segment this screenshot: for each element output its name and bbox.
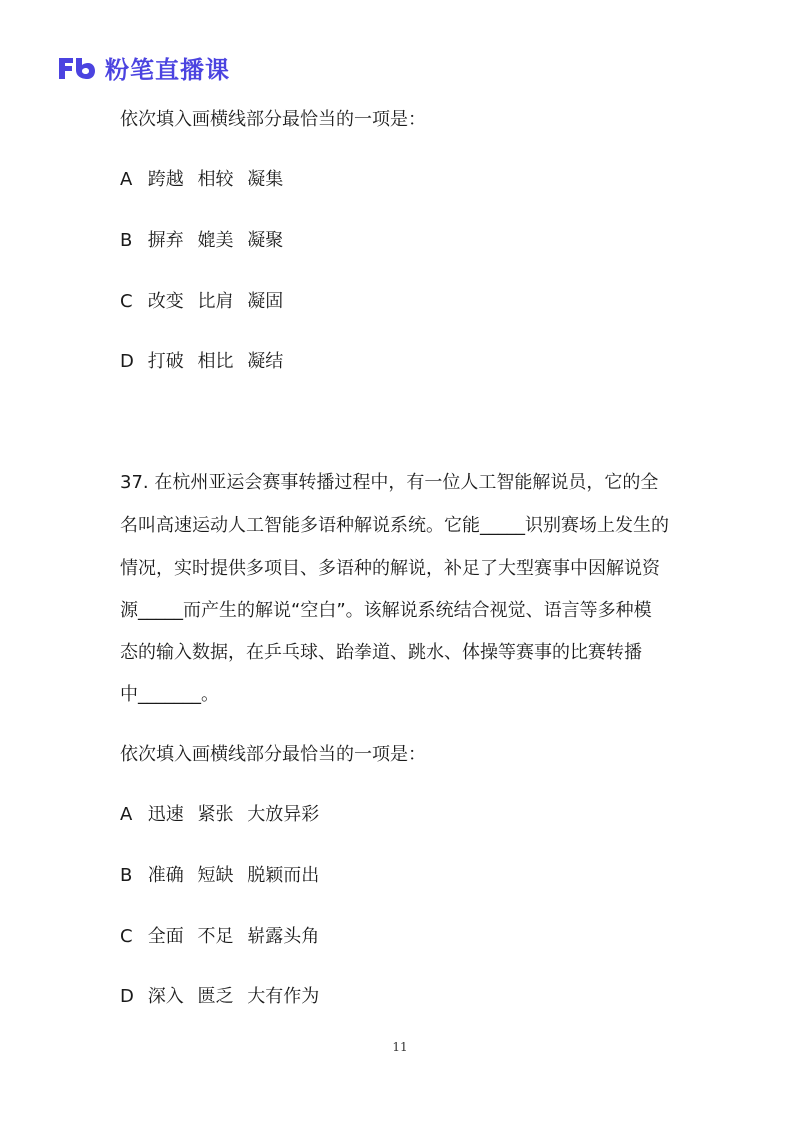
page-number: 11: [392, 1040, 408, 1054]
option-word: 崭露头角: [247, 926, 320, 947]
option-letter: A: [120, 804, 133, 825]
option-letter: C: [120, 926, 133, 947]
header-logo: [57, 50, 230, 85]
option-letter: A: [120, 169, 133, 190]
option-word: 不足: [197, 926, 234, 947]
option-word: 大有作为: [247, 986, 320, 1007]
option-word: 媲美: [197, 230, 234, 251]
brand-name: 粉笔直播课: [105, 56, 230, 84]
q36-option-d: [120, 350, 291, 374]
option-letter: D: [120, 986, 134, 1007]
option-word: 改变: [147, 291, 184, 312]
option-word: 紧张: [197, 804, 234, 825]
q36-option-c: [120, 290, 291, 314]
option-word: 打破: [147, 351, 184, 372]
option-letter: C: [120, 291, 133, 312]
q37-option-c: [120, 925, 327, 949]
option-word: 相较: [197, 169, 234, 190]
option-word: 脱颖而出: [247, 865, 320, 886]
q37-stem-line: 情况，实时提供多项目、多语种的解说，补足了大型赛事中因解说资: [120, 558, 660, 579]
option-word: 准确: [147, 865, 184, 886]
option-word: 迅速: [147, 804, 184, 825]
option-word: 凝聚: [247, 230, 284, 251]
q37-stem-line: 中_______。: [120, 684, 219, 705]
q36-prompt: 依次填入画横线部分最恰当的一项是：: [120, 109, 426, 130]
q37-option-b: [120, 864, 327, 888]
option-word: 凝固: [247, 291, 284, 312]
option-word: 跨越: [147, 169, 184, 190]
q36-option-a: [120, 168, 291, 192]
option-word: 大放异彩: [247, 804, 320, 825]
option-letter: D: [120, 351, 134, 372]
option-word: 凝集: [247, 169, 284, 190]
option-letter: B: [120, 865, 133, 886]
q37-stem-line: 源_____而产生的解说“空白”。该解说系统结合视觉、语言等多种模: [120, 600, 652, 621]
option-word: 短缺: [197, 865, 234, 886]
q37-stem-line: 态的输入数据，在乒乓球、跆拳道、跳水、体操等赛事的比赛转播: [120, 642, 642, 663]
option-word: 相比: [197, 351, 234, 372]
q37-prompt: 依次填入画横线部分最恰当的一项是：: [120, 744, 426, 765]
fb-logo-icon: [57, 55, 97, 81]
q36-option-b: [120, 229, 291, 253]
option-word: 全面: [147, 926, 184, 947]
q37-stem-line: 名叫高速运动人工智能多语种解说系统。它能_____识别赛场上发生的: [120, 515, 669, 536]
option-word: 凝结: [247, 351, 284, 372]
option-word: 比肩: [197, 291, 234, 312]
option-word: 匮乏: [197, 986, 234, 1007]
q37-stem-line: 37. 在杭州亚运会赛事转播过程中，有一位人工智能解说员，它的全: [120, 472, 659, 493]
q37-option-d: [120, 985, 327, 1009]
q37-option-a: [120, 803, 327, 827]
option-letter: B: [120, 230, 133, 251]
option-word: 深入: [147, 986, 184, 1007]
option-word: 摒弃: [147, 230, 184, 251]
